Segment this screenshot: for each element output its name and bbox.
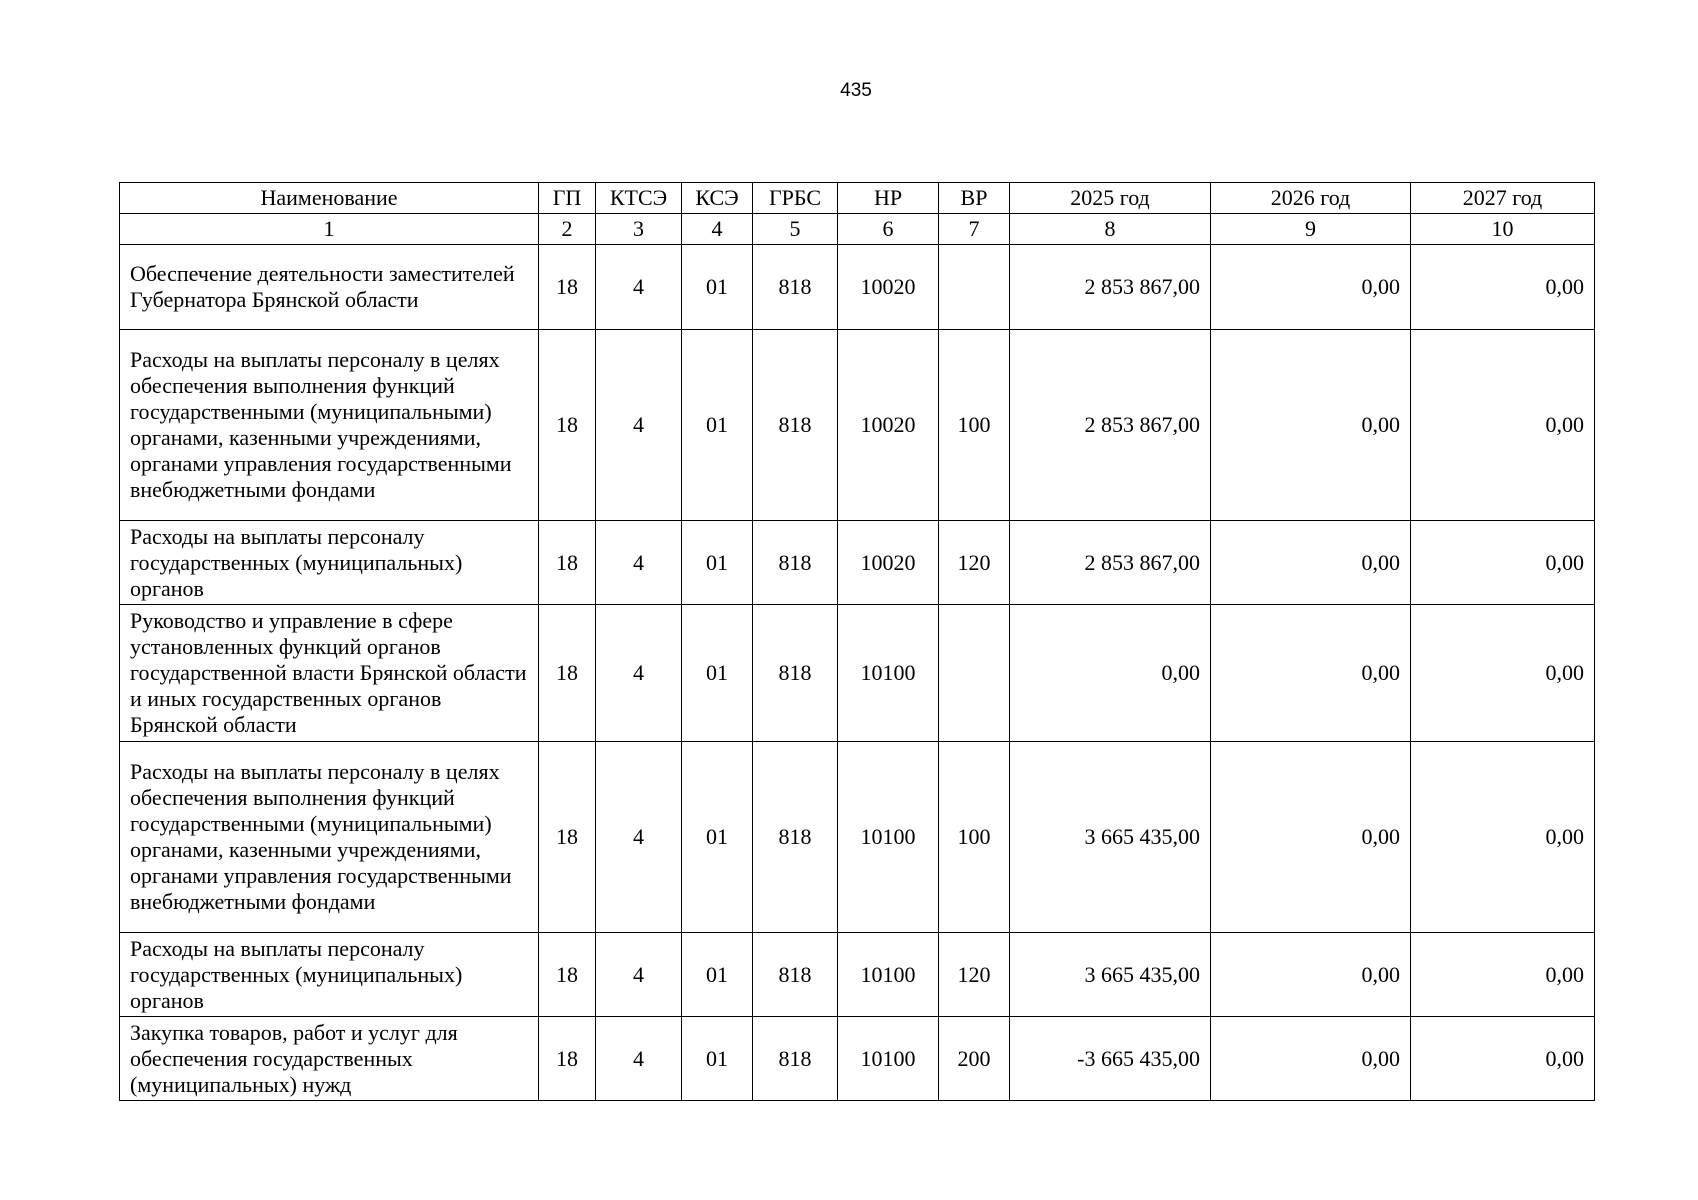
cell-nr: 10100	[838, 933, 939, 1017]
cell-2025: 3 665 435,00	[1010, 933, 1211, 1017]
cell-nr: 10100	[838, 605, 939, 742]
cell-gp: 18	[539, 245, 596, 330]
cell-2025: 0,00	[1010, 605, 1211, 742]
column-number: 8	[1010, 214, 1211, 245]
cell-kse: 01	[682, 521, 753, 605]
column-number: 2	[539, 214, 596, 245]
cell-kse: 01	[682, 1017, 753, 1101]
cell-vr: 120	[939, 933, 1010, 1017]
cell-gp: 18	[539, 1017, 596, 1101]
cell-2026: 0,00	[1211, 521, 1411, 605]
column-number: 7	[939, 214, 1010, 245]
cell-2027: 0,00	[1411, 742, 1595, 933]
budget-table	[119, 182, 1595, 1101]
column-number: 6	[838, 214, 939, 245]
cell-ktse: 4	[596, 742, 682, 933]
header-nr: НР	[838, 183, 939, 214]
header-row	[120, 183, 1595, 214]
cell-kse: 01	[682, 330, 753, 521]
cell-2027: 0,00	[1411, 1017, 1595, 1101]
cell-nr: 10020	[838, 245, 939, 330]
cell-2025: 2 853 867,00	[1010, 330, 1211, 521]
cell-2026: 0,00	[1211, 1017, 1411, 1101]
cell-2026: 0,00	[1211, 742, 1411, 933]
table-row	[120, 521, 1595, 605]
cell-gp: 18	[539, 933, 596, 1017]
cell-kse: 01	[682, 605, 753, 742]
table-row	[120, 742, 1595, 933]
table-row	[120, 933, 1595, 1017]
row-name: Расходы на выплаты персоналу в целях обеспечения выполнения функций государственными (муниципальными) органами, казенными учреждениями, органами управления государственными внебюджетными фондами	[120, 742, 539, 933]
table-row	[120, 1017, 1595, 1101]
page-number: 435	[840, 80, 872, 101]
cell-kse: 01	[682, 245, 753, 330]
column-number-row	[120, 214, 1595, 245]
column-number: 5	[753, 214, 838, 245]
row-name: Руководство и управление в сфере установленных функций органов государственной власти Брянской области и иных государственных органов Брянской области	[120, 605, 539, 742]
header-2025: 2025 год	[1010, 183, 1211, 214]
cell-gp: 18	[539, 330, 596, 521]
table-row	[120, 605, 1595, 742]
cell-grbs: 818	[753, 742, 838, 933]
header-2027: 2027 год	[1411, 183, 1595, 214]
cell-2025: 3 665 435,00	[1010, 742, 1211, 933]
cell-2027: 0,00	[1411, 933, 1595, 1017]
cell-nr: 10020	[838, 521, 939, 605]
cell-grbs: 818	[753, 245, 838, 330]
cell-ktse: 4	[596, 933, 682, 1017]
cell-vr	[939, 245, 1010, 330]
cell-2026: 0,00	[1211, 330, 1411, 521]
cell-grbs: 818	[753, 1017, 838, 1101]
cell-vr: 100	[939, 330, 1010, 521]
row-name: Расходы на выплаты персоналу государственных (муниципальных) органов	[120, 933, 539, 1017]
cell-kse: 01	[682, 933, 753, 1017]
cell-nr: 10020	[838, 330, 939, 521]
header-gp: ГП	[539, 183, 596, 214]
cell-grbs: 818	[753, 521, 838, 605]
cell-nr: 10100	[838, 742, 939, 933]
header-2026: 2026 год	[1211, 183, 1411, 214]
cell-2025: 2 853 867,00	[1010, 521, 1211, 605]
cell-2027: 0,00	[1411, 330, 1595, 521]
cell-grbs: 818	[753, 605, 838, 742]
cell-ktse: 4	[596, 1017, 682, 1101]
cell-2027: 0,00	[1411, 245, 1595, 330]
cell-gp: 18	[539, 605, 596, 742]
column-number: 3	[596, 214, 682, 245]
cell-gp: 18	[539, 521, 596, 605]
cell-ktse: 4	[596, 330, 682, 521]
table-row	[120, 245, 1595, 330]
cell-ktse: 4	[596, 245, 682, 330]
table-row	[120, 330, 1595, 521]
cell-2027: 0,00	[1411, 605, 1595, 742]
cell-2027: 0,00	[1411, 521, 1595, 605]
cell-kse: 01	[682, 742, 753, 933]
header-kse: КСЭ	[682, 183, 753, 214]
header-vr: ВР	[939, 183, 1010, 214]
header-name: Наименование	[120, 183, 539, 214]
cell-vr: 100	[939, 742, 1010, 933]
cell-2025: -3 665 435,00	[1010, 1017, 1211, 1101]
cell-ktse: 4	[596, 605, 682, 742]
cell-2026: 0,00	[1211, 933, 1411, 1017]
cell-ktse: 4	[596, 521, 682, 605]
row-name: Обеспечение деятельности заместителей Губернатора Брянской области	[120, 245, 539, 330]
cell-2026: 0,00	[1211, 605, 1411, 742]
cell-vr	[939, 605, 1010, 742]
row-name: Расходы на выплаты персоналу в целях обеспечения выполнения функций государственными (муниципальными) органами, казенными учреждениями, органами управления государственными внебюджетными фондами	[120, 330, 539, 521]
cell-vr: 120	[939, 521, 1010, 605]
column-number: 4	[682, 214, 753, 245]
column-number: 1	[120, 214, 539, 245]
cell-gp: 18	[539, 742, 596, 933]
cell-vr: 200	[939, 1017, 1010, 1101]
cell-nr: 10100	[838, 1017, 939, 1101]
cell-2025: 2 853 867,00	[1010, 245, 1211, 330]
cell-2026: 0,00	[1211, 245, 1411, 330]
header-ktse: КТСЭ	[596, 183, 682, 214]
column-number: 10	[1411, 214, 1595, 245]
header-grbs: ГРБС	[753, 183, 838, 214]
row-name: Закупка товаров, работ и услуг для обеспечения государственных (муниципальных) нужд	[120, 1017, 539, 1101]
cell-grbs: 818	[753, 933, 838, 1017]
row-name: Расходы на выплаты персоналу государственных (муниципальных) органов	[120, 521, 539, 605]
column-number: 9	[1211, 214, 1411, 245]
cell-grbs: 818	[753, 330, 838, 521]
